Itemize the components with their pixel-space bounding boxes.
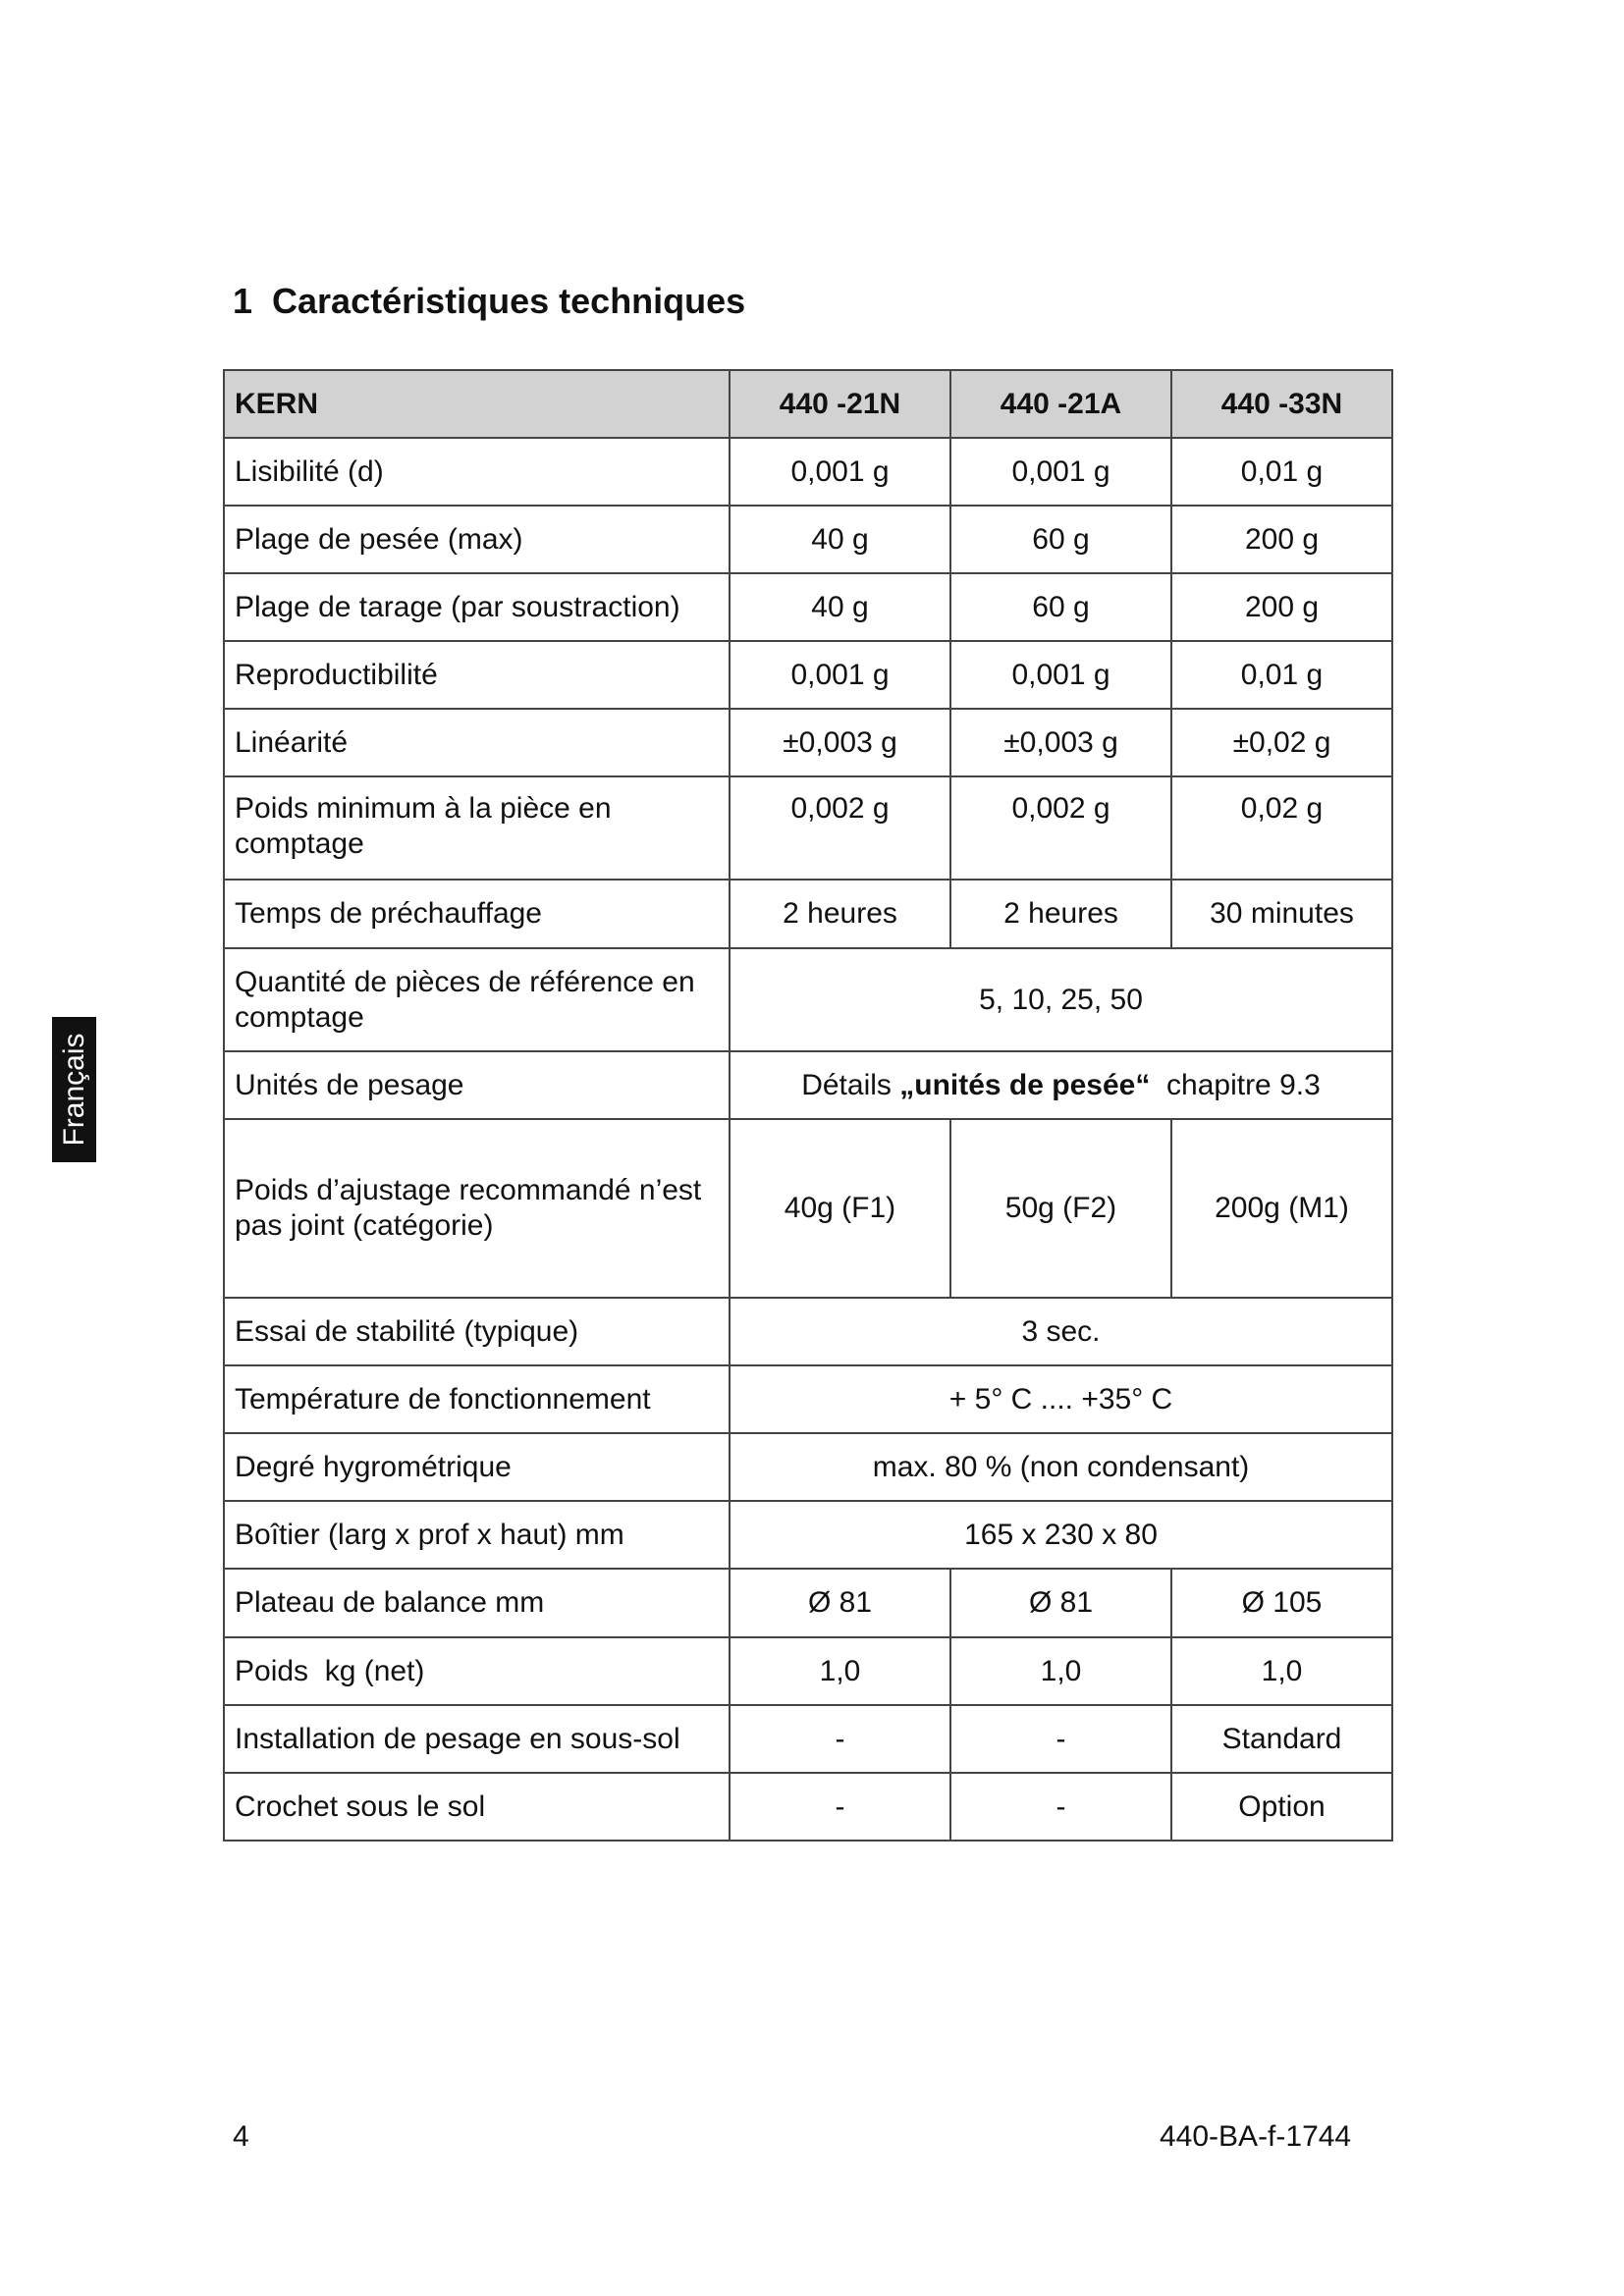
row-value: 2 heures	[950, 880, 1171, 948]
table-row	[224, 776, 1392, 880]
row-value: 0,001 g	[950, 438, 1171, 506]
table-row	[224, 948, 1392, 1051]
row-value: ±0,003 g	[730, 709, 950, 776]
units-suffix: chapitre 9.3	[1150, 1068, 1321, 1101]
row-value: 200 g	[1171, 573, 1392, 641]
row-label: Plage de pesée (max)	[224, 506, 730, 573]
table-row	[224, 438, 1392, 506]
row-value: -	[730, 1705, 950, 1773]
section-heading	[233, 281, 745, 322]
row-value: Ø 81	[730, 1569, 950, 1637]
row-value: 40 g	[730, 573, 950, 641]
row-label: Poids d’ajustage recommandé n’est pas joint (catégorie)	[224, 1119, 730, 1298]
row-value-merged: 165 x 230 x 80	[730, 1501, 1392, 1569]
row-value: 50g (F2)	[950, 1119, 1171, 1298]
document-id: 440-BA-f-1744	[1160, 2120, 1352, 2153]
units-prefix: Détails	[801, 1068, 900, 1101]
row-value: -	[730, 1773, 950, 1841]
row-label: Crochet sous le sol	[224, 1773, 730, 1841]
row-value: 0,001 g	[950, 641, 1171, 709]
row-label: Temps de préchauffage	[224, 880, 730, 948]
table-row	[224, 1119, 1392, 1298]
row-value: Standard	[1171, 1705, 1392, 1773]
row-value: 0,001 g	[730, 641, 950, 709]
row-value-merged	[730, 1051, 1392, 1119]
table-row	[224, 573, 1392, 641]
row-value: Ø 81	[950, 1569, 1171, 1637]
table-row	[224, 1705, 1392, 1773]
row-value: ±0,003 g	[950, 709, 1171, 776]
table-row	[224, 1051, 1392, 1119]
header-cell-model: 440 -33N	[1171, 370, 1392, 438]
row-value: 0,001 g	[730, 438, 950, 506]
header-cell-model: 440 -21N	[730, 370, 950, 438]
row-value-merged: 5, 10, 25, 50	[730, 948, 1392, 1051]
row-label: Unités de pesage	[224, 1051, 730, 1119]
row-value: 0,002 g	[730, 776, 950, 880]
row-value: 30 minutes	[1171, 880, 1392, 948]
row-value: 40 g	[730, 506, 950, 573]
specifications-table	[223, 369, 1393, 1842]
table-row	[224, 1298, 1392, 1365]
row-value: 60 g	[950, 573, 1171, 641]
row-value: 40g (F1)	[730, 1119, 950, 1298]
table-row	[224, 880, 1392, 948]
row-value: 200 g	[1171, 506, 1392, 573]
table-row	[224, 1637, 1392, 1705]
row-label: Poids minimum à la pièce en comptage	[224, 776, 730, 880]
row-value: 0,002 g	[950, 776, 1171, 880]
row-label: Linéarité	[224, 709, 730, 776]
row-label: Température de fonctionnement	[224, 1365, 730, 1433]
row-label: Reproductibilité	[224, 641, 730, 709]
page-number: 4	[233, 2120, 249, 2153]
table-row	[224, 1569, 1392, 1637]
row-label: Poids kg (net)	[224, 1637, 730, 1705]
row-label: Essai de stabilité (typique)	[224, 1298, 730, 1365]
row-value-merged: + 5° C .... +35° C	[730, 1365, 1392, 1433]
row-value: -	[950, 1773, 1171, 1841]
row-label: Installation de pesage en sous-sol	[224, 1705, 730, 1773]
row-label: Degré hygrométrique	[224, 1433, 730, 1501]
section-number: 1	[233, 281, 253, 321]
row-value: 60 g	[950, 506, 1171, 573]
table-row	[224, 709, 1392, 776]
row-value: -	[950, 1705, 1171, 1773]
row-value: 1,0	[730, 1637, 950, 1705]
header-cell-model: 440 -21A	[950, 370, 1171, 438]
table-row	[224, 1501, 1392, 1569]
row-value-merged: max. 80 % (non condensant)	[730, 1433, 1392, 1501]
row-value: 2 heures	[730, 880, 950, 948]
language-tab	[52, 1017, 96, 1162]
row-label: Quantité de pièces de référence en comptage	[224, 948, 730, 1051]
language-tab-label: Français	[57, 1033, 90, 1147]
row-value: ±0,02 g	[1171, 709, 1392, 776]
row-label: Boîtier (larg x prof x haut) mm	[224, 1501, 730, 1569]
table-header-row	[224, 370, 1392, 438]
row-label: Lisibilité (d)	[224, 438, 730, 506]
units-emphasis: „unités de pesée“	[899, 1068, 1151, 1101]
row-value: 0,01 g	[1171, 438, 1392, 506]
table-row	[224, 1365, 1392, 1433]
row-value: 1,0	[950, 1637, 1171, 1705]
table-row	[224, 506, 1392, 573]
row-value-merged: 3 sec.	[730, 1298, 1392, 1365]
row-value: 0,01 g	[1171, 641, 1392, 709]
row-value: Option	[1171, 1773, 1392, 1841]
header-cell-brand: KERN	[224, 370, 730, 438]
row-value: 1,0	[1171, 1637, 1392, 1705]
row-value: 200g (M1)	[1171, 1119, 1392, 1298]
row-label: Plage de tarage (par soustraction)	[224, 573, 730, 641]
table-row	[224, 1773, 1392, 1841]
row-value: Ø 105	[1171, 1569, 1392, 1637]
table-row	[224, 1433, 1392, 1501]
table-row	[224, 641, 1392, 709]
row-label: Plateau de balance mm	[224, 1569, 730, 1637]
section-title: Caractéristiques techniques	[272, 281, 746, 321]
row-value: 0,02 g	[1171, 776, 1392, 880]
